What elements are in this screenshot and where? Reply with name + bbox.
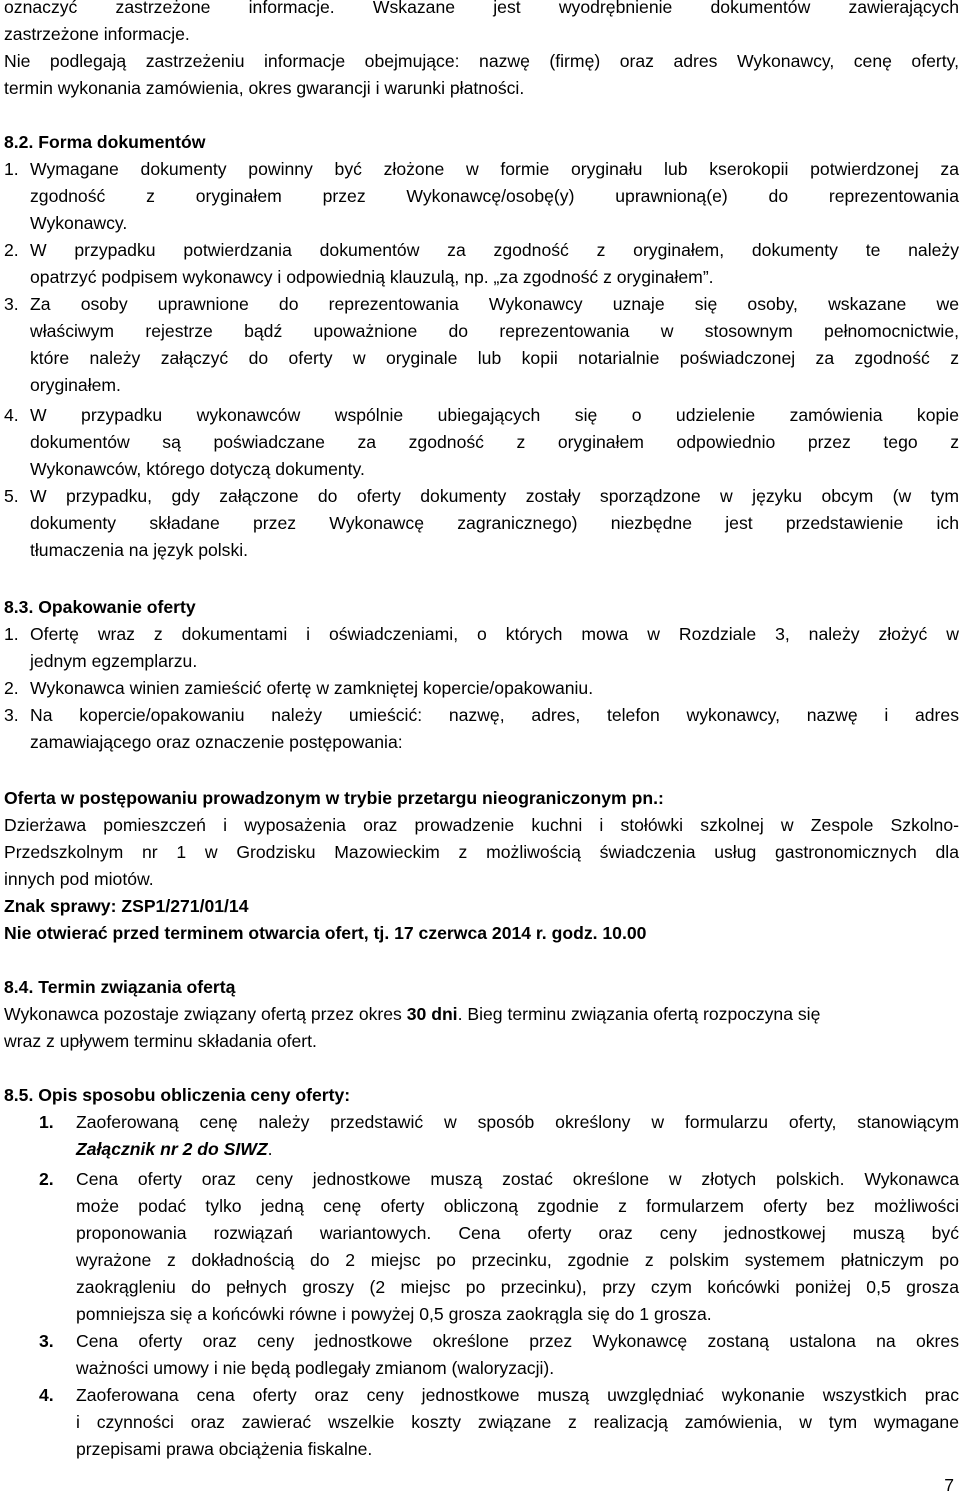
envelope-title: Oferta w postępowaniu prowadzonym w trybie przetargu nieograniczonym pn.: (4, 788, 664, 808)
item-number: 5. (4, 486, 19, 506)
text-line: może podać tylko jedną cenę oferty obliczoną zgodnie z formularzem oferty bez możliwości (76, 1196, 959, 1216)
item-number: 3. (39, 1331, 54, 1351)
text-line: zaokrągleniu do pełnych groszy (2 miejsc po przecinku), przy czym końcówki poniżej 0,5 grosza (76, 1277, 959, 1297)
text-line: zamawiającego oraz oznaczenie postępowania: (30, 732, 403, 752)
do-not-open-notice: Nie otwierać przed terminem otwarcia ofert, tj. 17 czerwca 2014 r. godz. 10.00 (4, 923, 647, 943)
text-line: innych pod miotów. (4, 869, 154, 889)
text-line: wraz z upływem terminu składania ofert. (4, 1031, 317, 1051)
text-line: zgodność z oryginałem przez Wykonawcę/osobę(y) uprawnioną(e) do reprezentowania (30, 186, 959, 206)
text-line: właściwym rejestrze bądź upoważnione do reprezentowania w stosownym pełnomocnictwie, (30, 321, 959, 341)
section-title: Termin związania ofertą (38, 977, 236, 997)
text-line: ważności umowy i nie będą podlegały zmianom (waloryzacji). (76, 1358, 555, 1378)
text-line: tłumaczenia na język polski. (30, 540, 249, 560)
validity-period: 30 dni (406, 1004, 458, 1024)
text-line: pomniejsza się a końcówki równe i powyżej 0,5 grosza zaokrągla się do 1 grosza. (76, 1304, 712, 1324)
text-line: które należy załączyć do oferty w oryginale lub kopii notarialnie poświadczonej za zgodność z (30, 348, 959, 368)
text-line: przepisami prawa obciążenia fiskalne. (76, 1439, 373, 1459)
text-segment: . Bieg terminu związania ofertą rozpoczyna się (457, 1004, 821, 1024)
text-line: oryginałem. (30, 375, 121, 395)
text-line: wyrażone z dokładnością do 2 miejsc po przecinku, zgodnie z polskim systemem płatniczym po (76, 1250, 959, 1270)
text-line: Wykonawców, którego dotyczą dokumenty. (30, 459, 365, 479)
item-number: 2. (4, 678, 19, 698)
text-segment: Wykonawca pozostaje związany ofertą przez okres (4, 1004, 407, 1024)
section-heading-8-4 (4, 974, 235, 1001)
text-line (76, 1136, 273, 1163)
text-line: Zaoferowaną cenę należy przedstawić w sposób określony w formularzu oferty, stanowiącym (76, 1112, 959, 1132)
text-line: Przedszkolnym nr 1 w Grodzisku Mazowieckim z możliwością świadczenia usług gastronomicznych dla (4, 842, 959, 862)
text-line: dokumenty składane przez Wykonawcę zagranicznego) niezbędne jest przedstawienie ich (30, 513, 959, 533)
text-line: Wykonawca winien zamieścić ofertę w zamkniętej kopercie/opakowaniu. (30, 678, 594, 698)
item-number: 1. (4, 624, 19, 644)
text-line: zastrzeżone informacje. (4, 24, 190, 44)
text-line (4, 1001, 820, 1028)
section-number: 8.5. (4, 1085, 34, 1105)
section-title: Opis sposobu obliczenia ceny oferty: (38, 1085, 351, 1105)
attachment-reference: Załącznik nr 2 do SIWZ (76, 1139, 268, 1159)
section-title: Forma dokumentów (38, 132, 206, 152)
text-line: jednym egzemplarzu. (30, 651, 198, 671)
text-line: termin wykonania zamówienia, okres gwarancji i warunki płatności. (4, 78, 525, 98)
section-number: 8.4. (4, 977, 34, 997)
text-line: proponowania rozwiązań wariantowych. Cena oferty oraz ceny jednostkowej muszą być (76, 1223, 959, 1243)
section-heading-8-2 (4, 129, 205, 156)
text-segment: . (267, 1139, 273, 1159)
text-line: Na kopercie/opakowaniu należy umieścić: nazwę, adres, telefon wykonawcy, nazwę i adres (30, 705, 959, 725)
item-number: 2. (39, 1169, 54, 1189)
text-line: W przypadku potwierdzania dokumentów za zgodność z oryginałem, dokumenty te należy (30, 240, 959, 260)
section-number: 8.3. (4, 597, 34, 617)
page-number: 7 (944, 1475, 954, 1495)
section-heading-8-3 (4, 594, 196, 621)
text-line: Nie podlegają zastrzeżeniu informacje obejmujące: nazwę (firmę) oraz adres Wykonawcy, cenę oferty, (4, 51, 959, 71)
text-line: Zaoferowana cena oferty oraz ceny jednostkowe muszą uwzględniać wykonanie wszystkich prac (76, 1385, 959, 1405)
item-number: 2. (4, 240, 19, 260)
text-line: W przypadku, gdy załączone do oferty dokumenty zostały sporządzone w języku obcym (w tym (30, 486, 959, 506)
text-line: Wykonawcy. (30, 213, 128, 233)
section-heading-8-5 (4, 1082, 350, 1109)
item-number: 1. (4, 159, 19, 179)
item-number: 4. (4, 405, 19, 425)
text-line: i czynności oraz zawierać wszelkie koszty związane z realizacją zamówienia, w tym wymagane (76, 1412, 959, 1432)
item-number: 3. (4, 294, 19, 314)
text-line: Cena oferty oraz ceny jednostkowe muszą zostać określone w złotych polskich. Wykonawca (76, 1169, 959, 1189)
text-line: dokumentów są poświadczane za zgodność z oryginałem odpowiednio przez tego z (30, 432, 959, 452)
section-title: Opakowanie oferty (38, 597, 196, 617)
item-number: 4. (39, 1385, 54, 1405)
text-line: Cena oferty oraz ceny jednostkowe określone przez Wykonawcę zostaną ustalona na okres (76, 1331, 959, 1351)
section-number: 8.2. (4, 132, 34, 152)
item-number: 3. (4, 705, 19, 725)
text-line: W przypadku wykonawców wspólnie ubiegających się o udzielenie zamówienia kopie (30, 405, 959, 425)
text-line: opatrzyć podpisem wykonawcy i odpowiednią klauzulą, np. „za zgodność z oryginałem”. (30, 267, 714, 287)
case-number: Znak sprawy: ZSP1/271/01/14 (4, 896, 249, 916)
text-line: Ofertę wraz z dokumentami i oświadczeniami, o których mowa w Rozdziale 3, należy złożyć w (30, 624, 959, 644)
text-line: Za osoby uprawnione do reprezentowania Wykonawcy uznaje się osoby, wskazane we (30, 294, 959, 314)
text-line: Wymagane dokumenty powinny być złożone w formie oryginału lub kserokopii potwierdzonej za (30, 159, 959, 179)
text-line: Dzierżawa pomieszczeń i wyposażenia oraz prowadzenie kuchni i stołówki szkolnej w Zespole Szkolno- (4, 815, 959, 835)
text-line: oznaczyć zastrzeżone informacje. Wskazane jest wyodrębnienie dokumentów zawierających (4, 0, 959, 17)
item-number: 1. (39, 1112, 54, 1132)
